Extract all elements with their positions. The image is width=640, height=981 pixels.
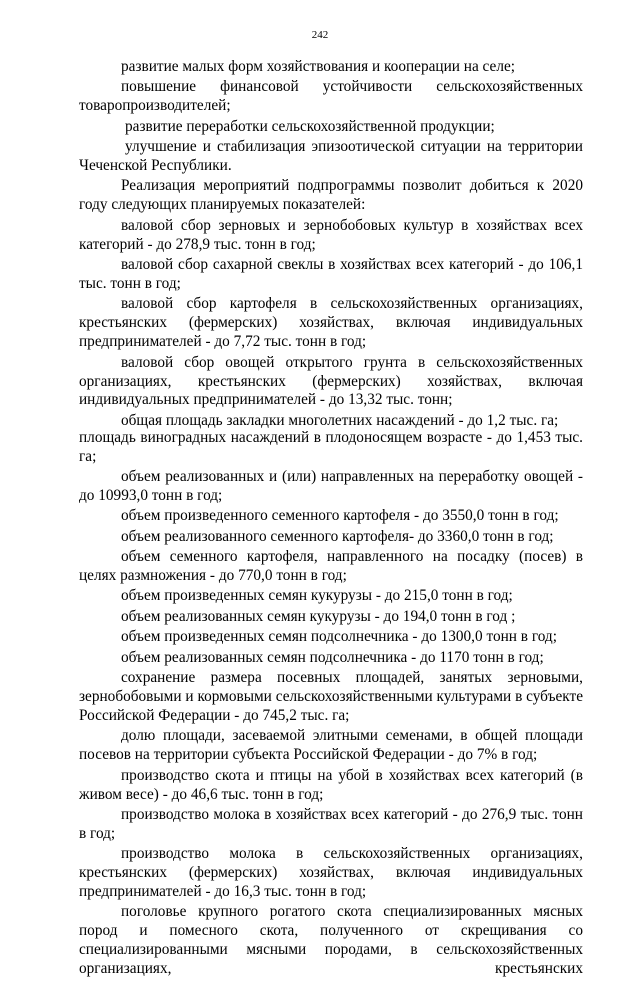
paragraph: производство молока в хозяйствах всех категорий - до 276,9 тыс. тонн в год;: [79, 805, 583, 842]
paragraph: общая площадь закладки многолетних насаждений - до 1,2 тыс. га;: [121, 411, 559, 429]
paragraph: объем реализованных и (или) направленных на переработку овощей - до 10993,0 тонн в год;: [79, 468, 583, 504]
paragraph: повышение финансовой устойчивости сельскохозяйственных товаропроизводителей;: [79, 78, 583, 115]
paragraph: объем произведенных семян кукурузы - до 215,0 тонн в год;: [121, 587, 513, 605]
paragraph: долю площади, засеваемой элитными семенами, в общей площади посевов на территории субъекта Российской Федерации - до 7% в год;: [79, 727, 583, 764]
paragraph: развитие переработки сельскохозяйственной продукции;: [125, 117, 495, 135]
paragraph: площадь виноградных насаждений в плодоносящем возрасте - до 1,453 тыс. га;: [79, 428, 583, 465]
paragraph: объем реализованных семян подсолнечника - до 1170 тонн в год;: [121, 648, 544, 666]
paragraph: Реализация мероприятий подпрограммы позволит добиться к 2020 году следующих планируемых показателей:: [79, 177, 583, 214]
paragraph: объем реализованных семян кукурузы - до 194,0 тонн в год ;: [121, 607, 516, 625]
paragraph: сохранение размера посевных площадей, занятых зерновыми, зернобобовыми и кормовыми сельскохозяйственными культурами в субъекте Российской Федерации - до 745,2 тыс. га;: [79, 669, 583, 724]
paragraph: поголовье крупного рогатого скота специализированных мясных пород и помесного скота, полученного от скрещивания со специализированными мясными породами, в сельскохозяйственных организациях, крестьянских: [79, 903, 583, 978]
paragraph: объем произведенных семян подсолнечника - до 1300,0 тонн в год;: [121, 628, 557, 646]
paragraph: объем семенного картофеля, направленного на посадку (посев) в целях размножения - до 770,0 тонн в год;: [79, 548, 583, 585]
paragraph: объем реализованного семенного картофеля- до 3360,0 тонн в год;: [121, 527, 554, 545]
paragraph: улучшение и стабилизация эпизоотической ситуации на территории Чеченской Республики.: [79, 138, 583, 175]
page-number: 242: [311, 29, 329, 41]
paragraph: развитие малых форм хозяйствования и кооперации на селе;: [121, 58, 515, 75]
paragraph: валовой сбор зерновых и зернобобовых культур в хозяйствах всех категорий - до 278,9 тыс. тонн в год;: [79, 216, 583, 253]
paragraph: производство молока в сельскохозяйственных организациях, крестьянских (фермерских) хозяйствах, включая индивидуальных предпринимателей - до 16,3 тыс. тонн в год;: [79, 845, 583, 901]
paragraph: валовой сбор овощей открытого грунта в сельскохозяйственных организациях, крестьянских (фермерских) хозяйствах, включая индивидуальных предпринимателей - до 13,32 тыс. тонн;: [79, 353, 583, 409]
paragraph: объем произведенного семенного картофеля - до 3550,0 тонн в год;: [121, 507, 559, 525]
paragraph: валовой сбор сахарной свеклы в хозяйствах всех категорий - до 106,1 тыс. тонн в год;: [79, 256, 583, 292]
paragraph: производство скота и птицы на убой в хозяйствах всех категорий (в живом весе) - до 46,6 тыс. тонн в год;: [79, 766, 583, 803]
paragraph: валовой сбор картофеля в сельскохозяйственных организациях, крестьянских (фермерских) хозяйствах, включая индивидуальных предпринимателей - до 7,72 тыс. тонн в год;: [79, 295, 583, 351]
document-body: [79, 58, 583, 981]
